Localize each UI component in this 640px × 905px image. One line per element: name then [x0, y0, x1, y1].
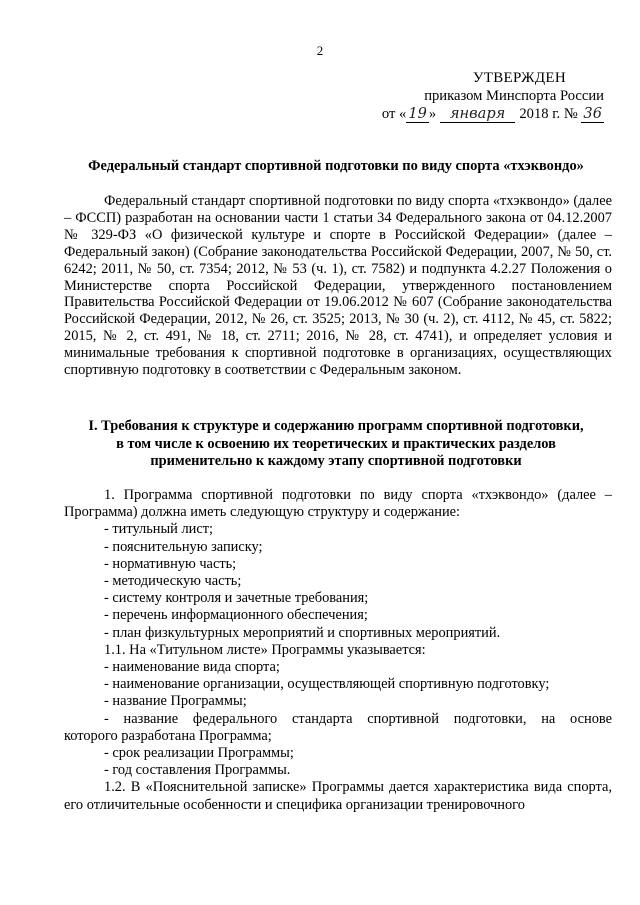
list-item: - название федерального стандарта спортивной подготовки, на основе [104, 710, 612, 727]
list-item-continuation: которого разработана Программа; [64, 727, 272, 744]
section-heading-line-3: применительно к каждому этапу спортивной подготовки [150, 453, 522, 469]
list-item: - систему контроля и зачетные требования; [104, 590, 369, 607]
intro-paragraph: Федеральный стандарт спортивной подготовки по виду спорта «тхэквондо» (далее – ФССП) разработан на основании части 1 статьи 34 Федерального закона от 04.12.2007 № 329-ФЗ «О физической культуре и спорте в Российской Федерации» (далее – Федеральный закон) (Собрание законодательства Российской Федерации, 2007, № 50, ст. 6242; 2011, № 50, ст. 7354; 2012, № 53 (ч. 1), ст. 7582) и подпункта 4.2.27 Положения о Министерстве спорта Российской Федерации, утвержденного постановлением Правительства Российской Федерации от 19.06.2012 № 607 (Собрание законодательства Российской Федерации, 2012, № 26, ст. 3525; 2013, № 30 (ч. 2), ст. 4112, № 45, ст. 5822; 2015, № 2, ст. 491, № 18, ст. 2711; 2016, № 28, ст. 4741), и определяет условия и минимальные требования к спортивной подготовке в организациях, осуществляющих спортивную подготовку в соответствии с Федеральным законом. [64, 193, 612, 379]
handwritten-order-number: 36 [583, 105, 602, 122]
item-1-2-paragraph: 1.2. В «Пояснительной записке» Программы дается характеристика вида спорта, его отличительные особенности и специфика организации тренировочного [64, 779, 612, 813]
intro-paragraph-block [64, 193, 612, 379]
list-item: - нормативную часть; [104, 555, 237, 572]
item-1-1-paragraph: 1.1. На «Титульном листе» Программы указывается: [104, 641, 426, 658]
handwritten-month: января [440, 105, 515, 123]
page-number: 2 [316, 43, 324, 58]
list-item: - год составления Программы. [104, 762, 291, 779]
section-1-heading [56, 418, 616, 471]
list-item: - пояснительную записку; [104, 538, 263, 555]
section-heading-line-1: I. Требования к структуре и содержанию программ спортивной подготовки, [88, 418, 584, 434]
date-year: 2018 г. № [519, 106, 578, 122]
item-1-paragraph: 1. Программа спортивной подготовки по виду спорта «тхэквондо» (далее – Программа) должна иметь следующую структуру и содержание: [64, 487, 612, 521]
list-item: - срок реализации Программы; [104, 745, 294, 762]
approval-title: УТВЕРЖДЕН [472, 70, 566, 86]
section-1-body [64, 487, 612, 814]
date-separator: » [428, 106, 437, 122]
list-item: - перечень информационного обеспечения; [104, 607, 368, 624]
document-title: Федеральный стандарт спортивной подготовки по виду спорта «тхэквондо» [88, 158, 584, 174]
list-item: - наименование вида спорта; [104, 659, 280, 676]
approval-order-line: приказом Минспорта России [424, 88, 604, 104]
title-page-list [64, 659, 612, 779]
approval-date-line [354, 105, 604, 123]
section-heading-line-2: в том числе к освоению их теоретических и практических разделов [116, 435, 556, 452]
list-item: - план физкультурных мероприятий и спортивных мероприятий. [104, 624, 501, 641]
handwritten-day: 19 [408, 105, 427, 122]
date-prefix: от « [381, 106, 407, 122]
approval-block [354, 69, 604, 123]
list-item: - методическую часть; [104, 573, 242, 590]
list-item: - название Программы; [104, 693, 247, 710]
structure-list [64, 521, 612, 641]
list-item: - титульный лист; [104, 521, 214, 538]
list-item: - наименование организации, осуществляющей спортивную подготовку; [104, 676, 550, 693]
